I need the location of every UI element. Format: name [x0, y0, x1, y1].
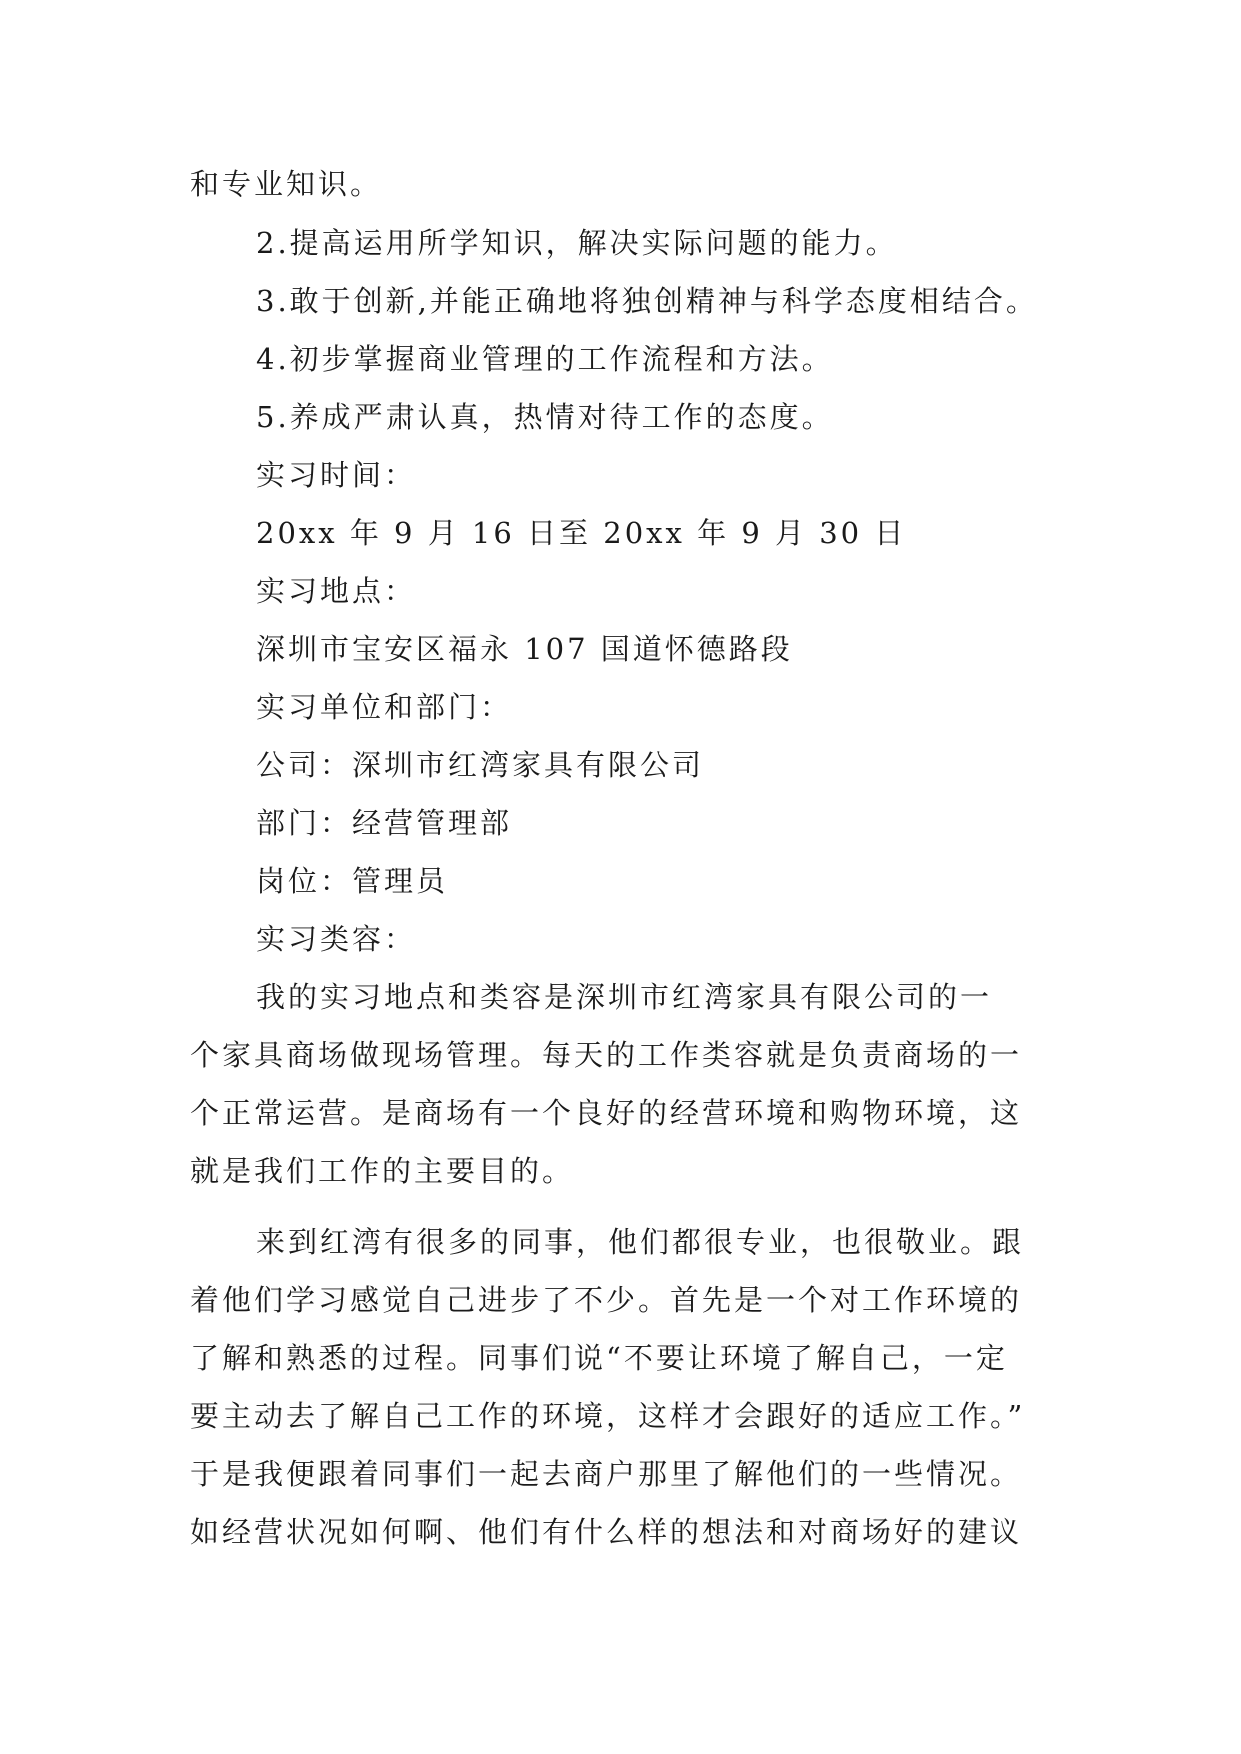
paragraph-2-line-5: 于是我便跟着同事们一起去商户那里了解他们的一些情况。	[190, 1457, 1023, 1491]
department-line: 部门：经营管理部	[256, 806, 513, 840]
position-line: 岗位：管理员	[256, 864, 449, 898]
paragraph-1-line-3: 个正常运营。是商场有一个良好的经营环境和购物环境，这	[190, 1096, 1023, 1130]
paragraph-2-line-3: 了解和熟悉的过程。同事们说“不要让环境了解自己，一定	[190, 1341, 1008, 1375]
heading-internship-place: 实习地点：	[256, 574, 417, 608]
internship-place-value: 深圳市宝安区福永 107 国道怀德路段	[256, 632, 793, 666]
paragraph-2-line-6: 如经营状况如何啊、他们有什么样的想法和对商场好的建议	[190, 1515, 1023, 1549]
paragraph-1-line-1: 我的实习地点和类容是深圳市红湾家具有限公司的一	[256, 980, 993, 1014]
paragraph-2-line-4: 要主动去了解自己工作的环境，这样才会跟好的适应工作。”	[190, 1399, 1026, 1433]
paragraph-1-line-4: 就是我们工作的主要目的。	[190, 1154, 575, 1188]
heading-internship-unit: 实习单位和部门：	[256, 690, 513, 724]
objective-item-4: 4.初步掌握商业管理的工作流程和方法。	[256, 342, 834, 376]
company-line: 公司：深圳市红湾家具有限公司	[256, 748, 705, 782]
paragraph-1-line-2: 个家具商场做现场管理。每天的工作类容就是负责商场的一	[190, 1038, 1023, 1072]
objective-item-2: 2.提高运用所学知识，解决实际问题的能力。	[256, 226, 898, 260]
internship-time-value: 20xx 年 9 月 16 日至 20xx 年 9 月 30 日	[256, 516, 907, 550]
paragraph-2-line-2: 着他们学习感觉自己进步了不少。首先是一个对工作环境的	[190, 1283, 1023, 1317]
text-line-continuation: 和专业知识。	[190, 167, 383, 201]
objective-item-5: 5.养成严肃认真，热情对待工作的态度。	[256, 400, 834, 434]
heading-internship-time: 实习时间：	[256, 458, 417, 492]
objective-item-3: 3.敢于创新,并能正确地将独创精神与科学态度相结合。	[256, 284, 1038, 318]
paragraph-2-line-1: 来到红湾有很多的同事，他们都很专业，也很敬业。跟	[256, 1225, 1025, 1259]
heading-internship-content: 实习类容：	[256, 922, 417, 956]
